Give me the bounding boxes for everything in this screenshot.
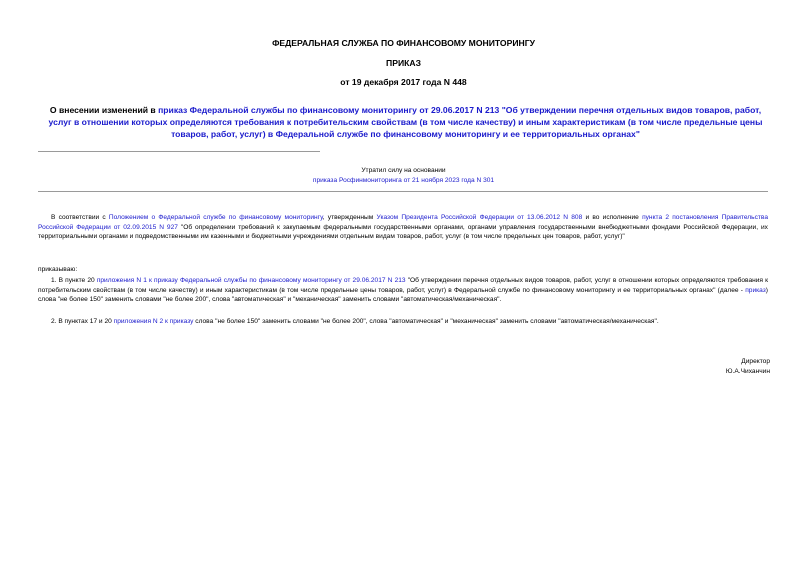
item-2-text-2: слова "не более 150" заменить словами "не более 200", слова "автоматическая" и "механическая" заменить словами "автоматическая/механическая".	[193, 318, 659, 325]
basis-text-4: "Об определении требований к закупаемым федеральными государственными органами, органами управления государственными внебюджетными фондами Российской Федерации, их территориальными органами и подведомственными им казенными и бюджетными учреждениями отдельным видам товаров, работ, услуг (в том числе предельных цен товаров, работ, услуг)"	[38, 223, 768, 241]
signatory-name: Ю.А.Чиханчин	[725, 368, 770, 375]
signatory-position: Директор	[741, 358, 770, 365]
item-2-text-1: 2. В пунктах 17 и 20	[51, 318, 114, 325]
subject-prefix: О внесении изменений в	[49, 105, 159, 115]
regulation-link[interactable]: Положением о Федеральной службе по финансовому мониторингу	[108, 214, 323, 221]
document-subject	[48, 104, 763, 140]
agency-name: ФЕДЕРАЛЬНАЯ СЛУЖБА ПО ФИНАНСОВОМУ МОНИТОРИНГУ	[272, 38, 535, 48]
item-1-text-2: "Об утверждении перечня отдельных видов товаров, работ, услуг в отношении которых определяются требования к потребительским свойствам (в том числе качеству) и иным характеристикам (в том числе предельные цены товаров, работ, услуг) в Федеральной службе по финансовому мониторингу и ее территориальных органах" (далее -	[38, 277, 769, 294]
divider-short	[38, 151, 320, 152]
government-resolution-link[interactable]: пункта 2 постановления Правительства Российской Федерации от 02.09.2015 N 927	[38, 214, 768, 231]
order-link[interactable]: приказ	[745, 286, 766, 294]
item-1-text-1: 1. В пункте 20	[51, 277, 97, 284]
item-1-text-3: ) слова "не более 150" заменить словами "не более 200", слова "автоматическая" и "механическая" заменить словами "автоматическая/механическая".	[38, 286, 768, 304]
basis-text-3: и во исполнение	[582, 214, 643, 221]
repeal-order-link[interactable]: приказа Росфинмониторинга от 21 ноября 2023 года N 301	[312, 177, 495, 184]
presidential-decree-link[interactable]: Указом Президента Российской Федерации от 13.06.2012 N 808	[376, 214, 583, 221]
appendix-1-link[interactable]: приложения N 1 к приказу Федеральной службы по финансовому мониторингу от 29.06.2017 N 213	[96, 277, 406, 284]
item-1-paragraph	[38, 276, 768, 305]
status-note: Утратил силу на основании	[361, 167, 446, 174]
basis-text-1: В соответствии с	[51, 214, 109, 221]
subject-order-link[interactable]: приказ Федеральной службы по финансовому мониторингу от 29.06.2017 N 213 "Об утверждении перечня отдельных видов товаров, работ, услуг в отношении которых определяются требования к потребительским свойствам (в том числе качеству) и иным характеристикам (в том числе предельные цены товаров, работ, услуг) в Федеральной службе по финансовому мониторингу и ее территориальных органах"	[48, 105, 763, 139]
basis-text-2: , утвержденным	[322, 214, 377, 221]
document-date: от 19 декабря 2017 года N 448	[340, 77, 467, 87]
basis-paragraph	[38, 213, 768, 242]
divider-long	[38, 191, 768, 192]
document-type: ПРИКАЗ	[386, 58, 421, 68]
item-2-paragraph	[38, 317, 768, 327]
appendix-2-link[interactable]: приложения N 2 к приказу	[113, 318, 194, 325]
status-note-link-line	[0, 176, 807, 185]
order-word: приказываю:	[38, 266, 78, 273]
